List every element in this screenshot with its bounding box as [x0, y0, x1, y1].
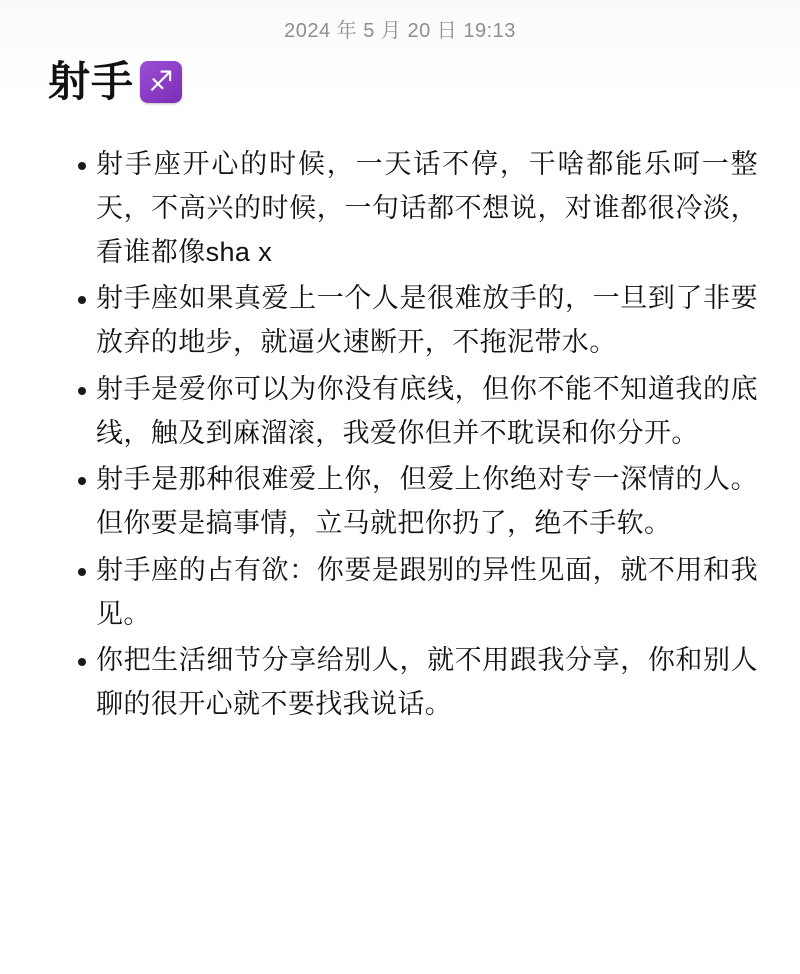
list-item: 射手是爱你可以为你没有底线，但你不能不知道我的底线，触及到麻溜滚，我爱你但并不耽误和你分开。 — [42, 368, 758, 455]
bullet-list — [42, 143, 758, 727]
sagittarius-zodiac-emoji: ♐ — [140, 61, 182, 103]
bottom-spacer — [42, 730, 758, 790]
list-item: 射手座的占有欲：你要是跟别的异性见面，就不用和我见。 — [42, 549, 758, 636]
list-item: 射手是那种很难爱上你，但爱上你绝对专一深情的人。但你要是搞事情，立马就把你扔了，绝不手软。 — [42, 458, 758, 545]
content-body — [0, 105, 800, 790]
list-item: 射手座开心的时候，一天话不停，干啥都能乐呵一整天，不高兴的时候，一句话都不想说，对谁都很冷淡，看谁都像sha x — [42, 143, 758, 274]
list-item: 射手座如果真爱上一个人是很难放手的，一旦到了非要放弃的地步，就逼火速断开，不拖泥带水。 — [42, 277, 758, 364]
page-title-text: 射手 — [48, 58, 135, 105]
timestamp: 2024 年 5 月 20 日 19:13 — [284, 20, 516, 42]
list-item: 你把生活细节分享给别人，就不用跟我分享，你和别人聊的很开心就不要找我说话。 — [42, 639, 758, 726]
page-title — [0, 49, 800, 105]
